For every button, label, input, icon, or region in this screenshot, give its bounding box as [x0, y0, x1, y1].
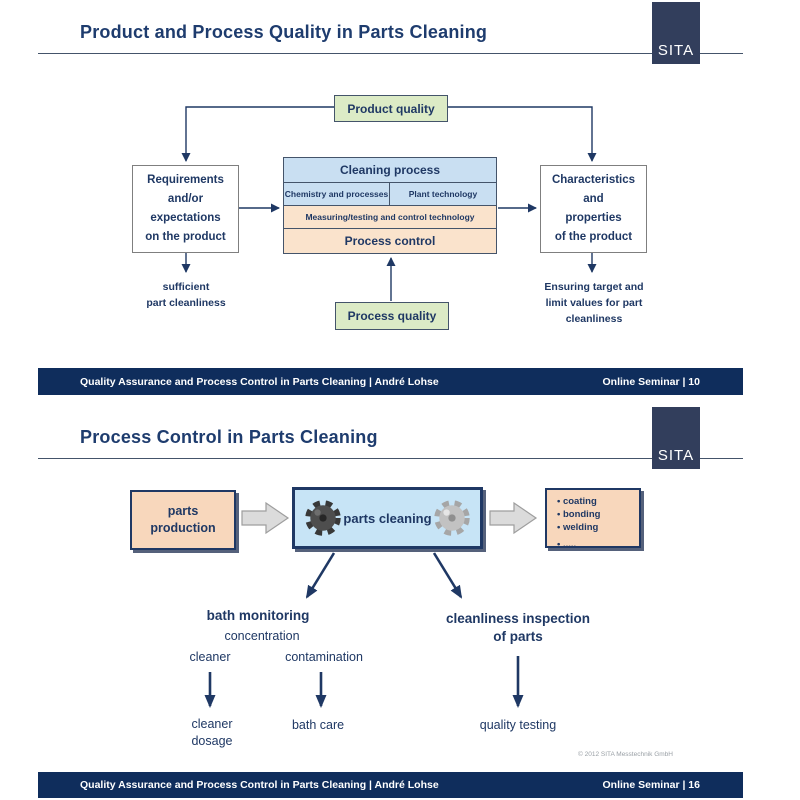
- block-arrow-production-to-cleaning: [242, 503, 288, 533]
- title-underline: [38, 458, 743, 459]
- downstream-processes-box: [545, 488, 641, 548]
- arrow-to-cleanliness-inspection: [434, 553, 461, 597]
- cleaning-process-header: Cleaning process: [284, 158, 496, 183]
- output-item: • welding: [557, 521, 639, 534]
- slide1-footer-left: Quality Assurance and Process Control in Parts Cleaning | André Lohse: [80, 375, 439, 388]
- chemistry-cell: Chemistry and processes: [284, 183, 390, 205]
- slide1-footer: [38, 368, 743, 395]
- requirements-box: [132, 165, 239, 253]
- sufficient-cleanliness-note: sufficient part cleanliness: [146, 281, 226, 309]
- cleaner-label: cleaner: [189, 650, 231, 664]
- cleaner-dosage-label: cleaner dosage: [191, 717, 233, 748]
- slide2-footer: [38, 772, 743, 798]
- parts-production-box: parts production: [130, 490, 236, 550]
- output-item: • .....: [557, 538, 639, 551]
- measuring-cell: Measuring/testing and control technology: [284, 206, 496, 229]
- bath-care-label: bath care: [291, 718, 345, 732]
- process-control-cell: Process control: [284, 229, 496, 253]
- slide1-footer-right: Online Seminar | 10: [602, 375, 700, 388]
- characteristics-line: of the product: [554, 231, 633, 243]
- output-item: • bonding: [557, 508, 639, 521]
- quality-testing-label: quality testing: [479, 718, 557, 732]
- slide2-title: Process Control in Parts Cleaning: [80, 427, 378, 447]
- block-arrow-cleaning-to-outputs: [490, 503, 536, 533]
- requirements-line: on the product: [145, 231, 226, 243]
- sita-logo: SITA: [652, 407, 700, 469]
- arrow-product-quality-to-requirements: [186, 107, 334, 161]
- clean-gear-icon: [432, 498, 472, 538]
- sita-logo: SITA: [652, 2, 700, 64]
- arrow-product-quality-to-characteristics: [446, 107, 592, 161]
- ensuring-target-note: Ensuring target and limit values for part cleanliness: [544, 281, 644, 325]
- title-underline: [38, 53, 743, 54]
- output-item: • coating: [557, 495, 639, 508]
- requirements-line: Requirements: [147, 174, 224, 186]
- process-quality-box: Process quality: [335, 302, 449, 330]
- characteristics-line: properties: [565, 212, 622, 224]
- contamination-label: contamination: [285, 650, 363, 664]
- characteristics-box: [540, 165, 647, 253]
- characteristics-line: Characteristics: [551, 174, 636, 186]
- slide1-title: Product and Process Quality in Parts Cleaning: [80, 22, 488, 42]
- slide2-footer-left: Quality Assurance and Process Control in Parts Cleaning | André Lohse: [80, 779, 439, 791]
- parts-cleaning-box: [292, 487, 483, 549]
- bath-monitoring-label: bath monitoring: [206, 608, 310, 623]
- characteristics-line: and: [583, 193, 604, 205]
- plant-technology-cell: Plant technology: [390, 183, 496, 205]
- copyright-note: © 2012 SITA Messtechnik GmbH: [578, 751, 673, 758]
- slide2-footer-right: Online Seminar | 16: [602, 779, 700, 791]
- requirements-line: expectations: [150, 212, 221, 224]
- dirty-gear-icon: [303, 498, 343, 538]
- requirements-line: and/or: [167, 193, 204, 205]
- cleanliness-inspection-label: cleanliness inspection of parts: [445, 611, 591, 644]
- cleaning-process-table: [283, 157, 497, 254]
- arrow-to-bath-monitoring: [307, 553, 334, 597]
- parts-cleaning-label: parts cleaning: [343, 510, 432, 526]
- concentration-label: concentration: [224, 629, 300, 643]
- product-quality-box: Product quality: [334, 95, 448, 122]
